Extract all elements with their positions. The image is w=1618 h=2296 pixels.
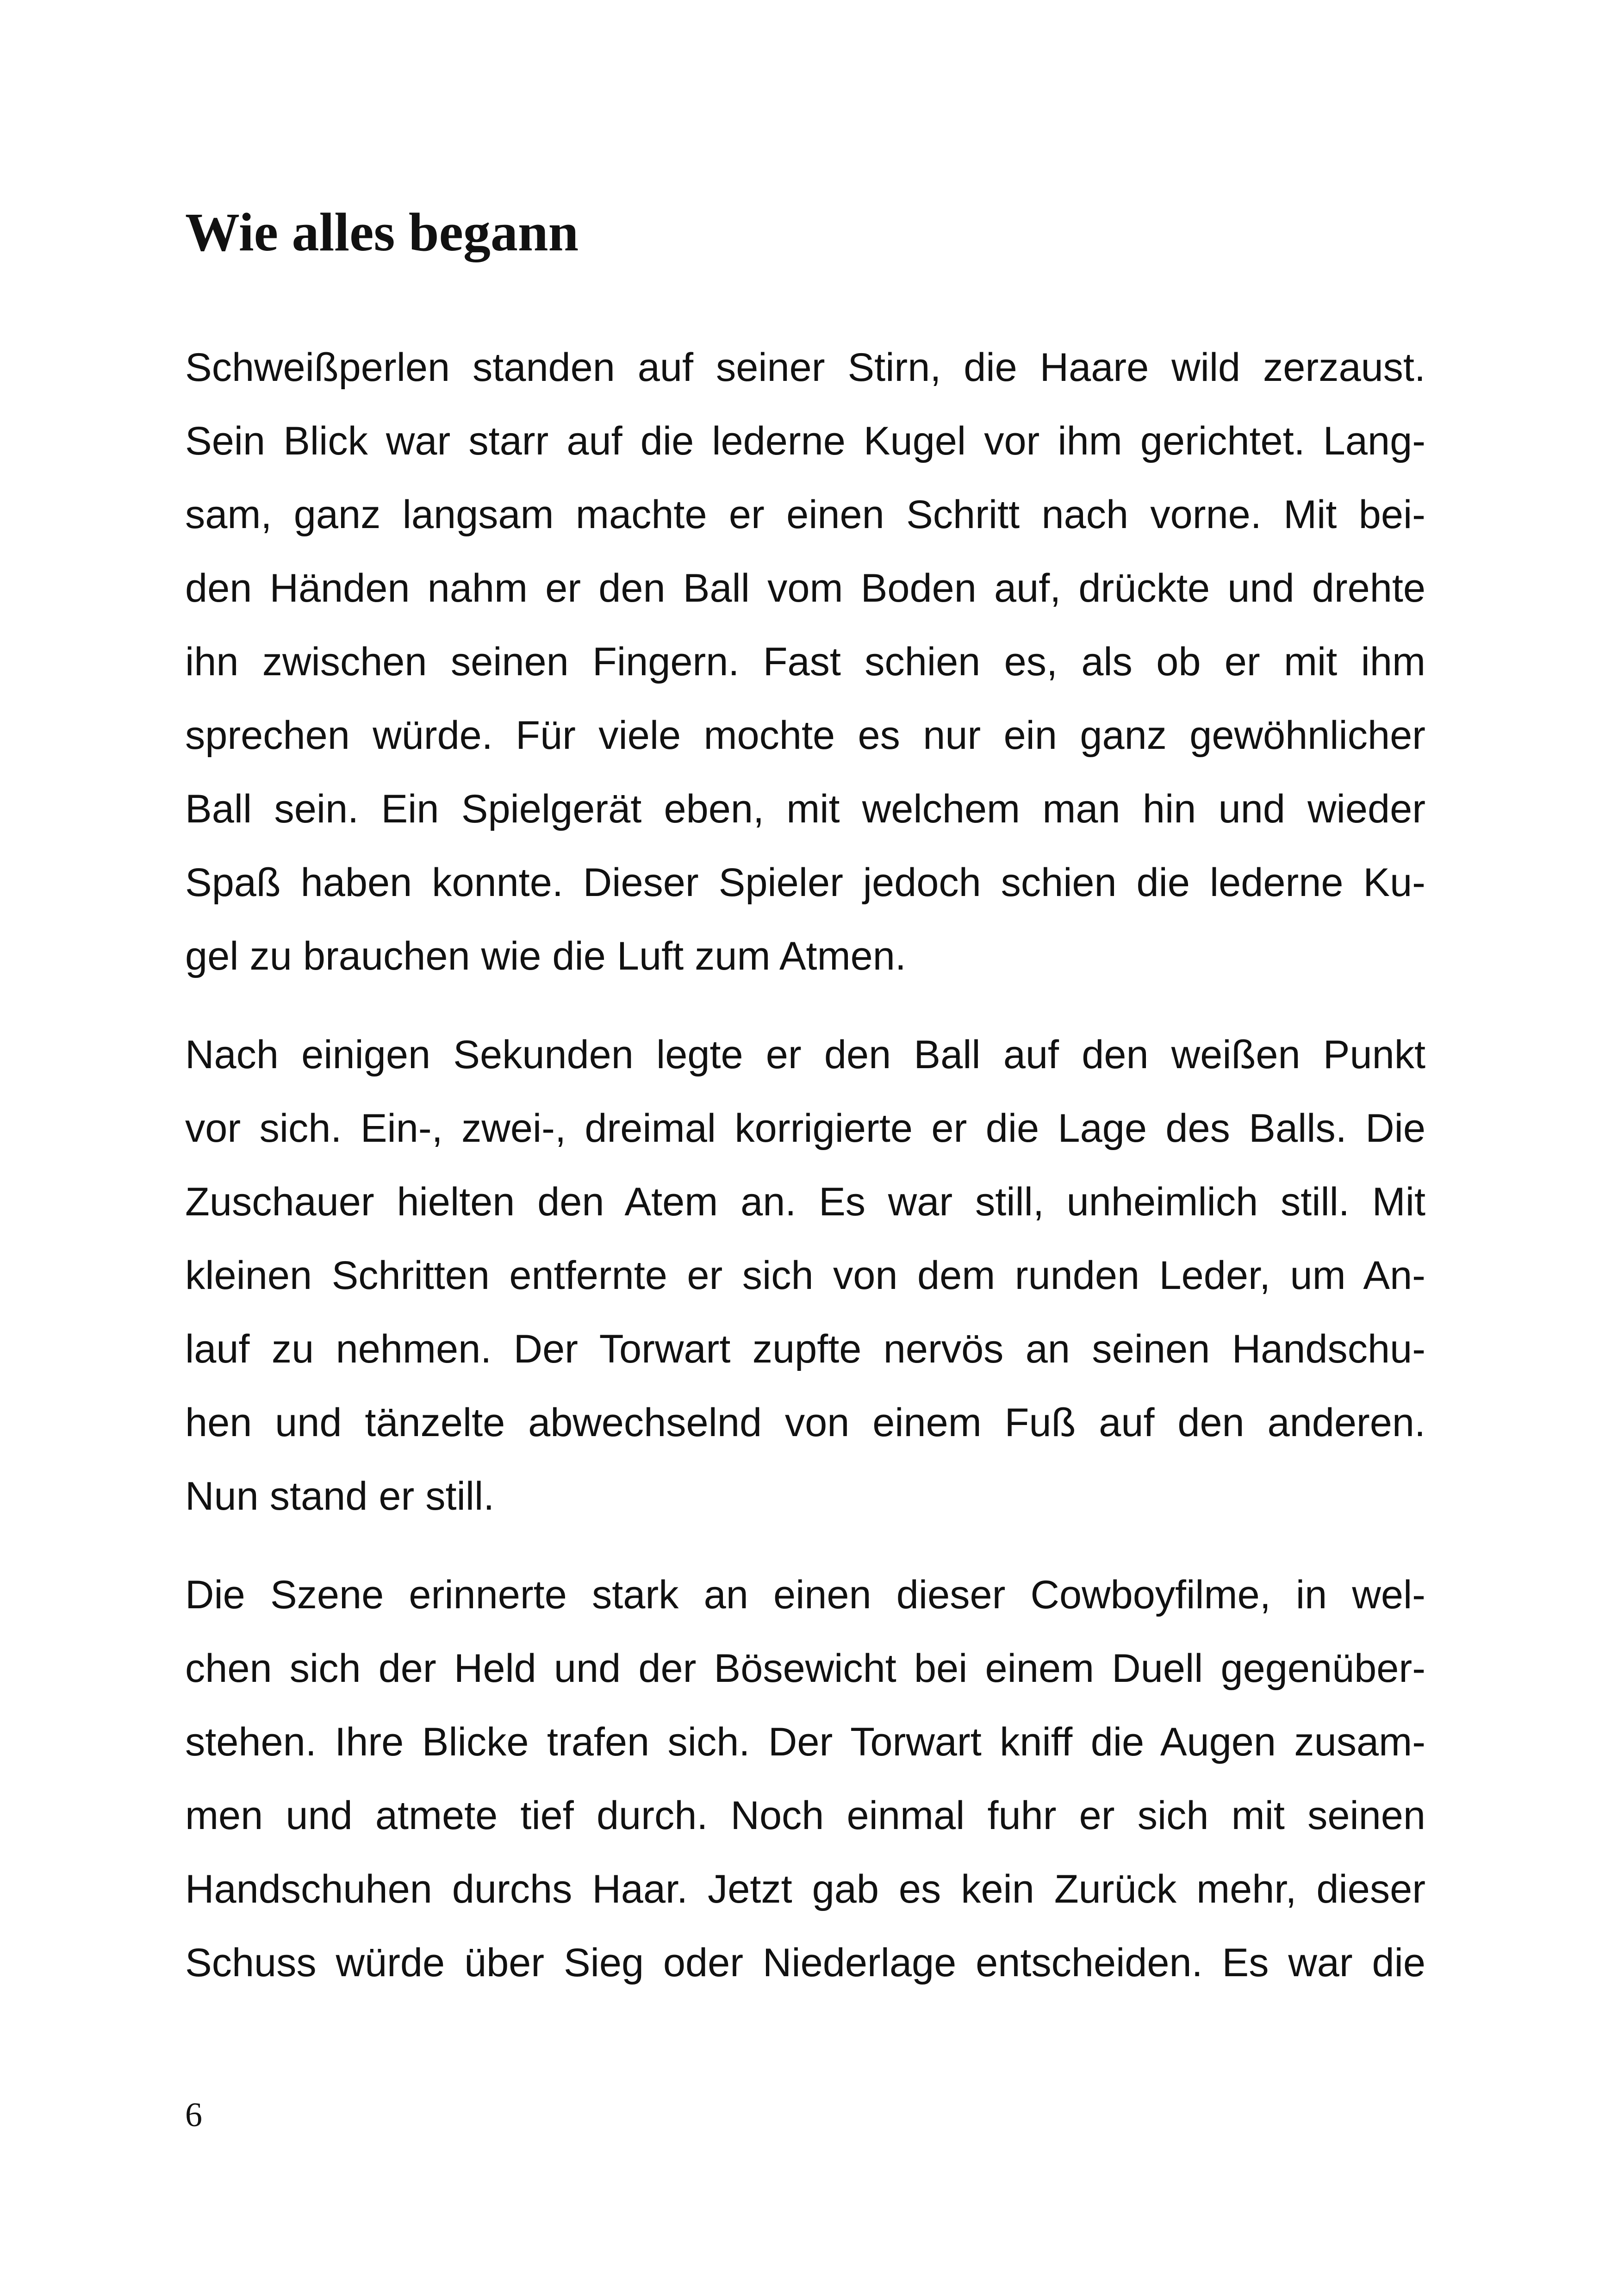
text-line: Zuschauer hielten den Atem an. Es war still, unheimlich still. Mit [185, 1180, 1425, 1224]
text-line: Ball sein. Ein Spielgerät eben, mit welchem man hin und wieder [185, 787, 1425, 831]
text-line: men und atmete tief durch. Noch einmal fuhr er sich mit seinen [185, 1793, 1425, 1838]
text-line: ihn zwischen seinen Fingern. Fast schien es, als ob er mit ihm [185, 640, 1425, 684]
text-line: stehen. Ihre Blicke trafen sich. Der Torwart kniff die Augen zusam- [185, 1720, 1425, 1764]
paragraph [185, 331, 1425, 993]
body-text [185, 331, 1425, 2025]
text-line: Spaß haben konnte. Dieser Spieler jedoch schien die lederne Ku- [185, 860, 1425, 905]
text-line: sam, ganz langsam machte er einen Schritt nach vorne. Mit bei- [185, 492, 1425, 537]
text-line: Schuss würde über Sieg oder Niederlage entscheiden. Es war die [185, 1941, 1425, 1985]
text-line: Nach einigen Sekunden legte er den Ball auf den weißen Punkt [185, 1033, 1425, 1077]
text-line: lauf zu nehmen. Der Torwart zupfte nervös an seinen Handschu- [185, 1327, 1425, 1371]
text-line: hen und tänzelte abwechselnd von einem Fuß auf den anderen. [185, 1400, 1425, 1445]
page-number: 6 [185, 2096, 202, 2134]
text-line: sprechen würde. Für viele mochte es nur ein ganz gewöhnlicher [185, 713, 1425, 758]
paragraph [185, 1018, 1425, 1533]
text-line: Schweißperlen standen auf seiner Stirn, die Haare wild zerzaust. [185, 345, 1425, 390]
text-line: vor sich. Ein-, zwei-, dreimal korrigierte er die Lage des Balls. Die [185, 1106, 1425, 1151]
text-line: chen sich der Held und der Bösewicht bei einem Duell gegenüber- [185, 1646, 1425, 1691]
text-line: Sein Blick war starr auf die lederne Kugel vor ihm gerichtet. Lang- [185, 419, 1425, 463]
chapter-title: Wie alles begann [185, 202, 579, 262]
text-line: Handschuhen durchs Haar. Jetzt gab es kein Zurück mehr, dieser [185, 1867, 1425, 1911]
text-line: den Händen nahm er den Ball vom Boden auf, drückte und drehte [185, 566, 1425, 610]
text-line: Nun stand er still. [185, 1474, 495, 1518]
text-line: gel zu brauchen wie die Luft zum Atmen. [185, 934, 906, 978]
paragraph [185, 1558, 1425, 2000]
text-line: Die Szene erinnerte stark an einen dieser Cowboyfilme, in wel- [185, 1573, 1425, 1617]
text-line: kleinen Schritten entfernte er sich von dem runden Leder, um An- [185, 1253, 1425, 1298]
